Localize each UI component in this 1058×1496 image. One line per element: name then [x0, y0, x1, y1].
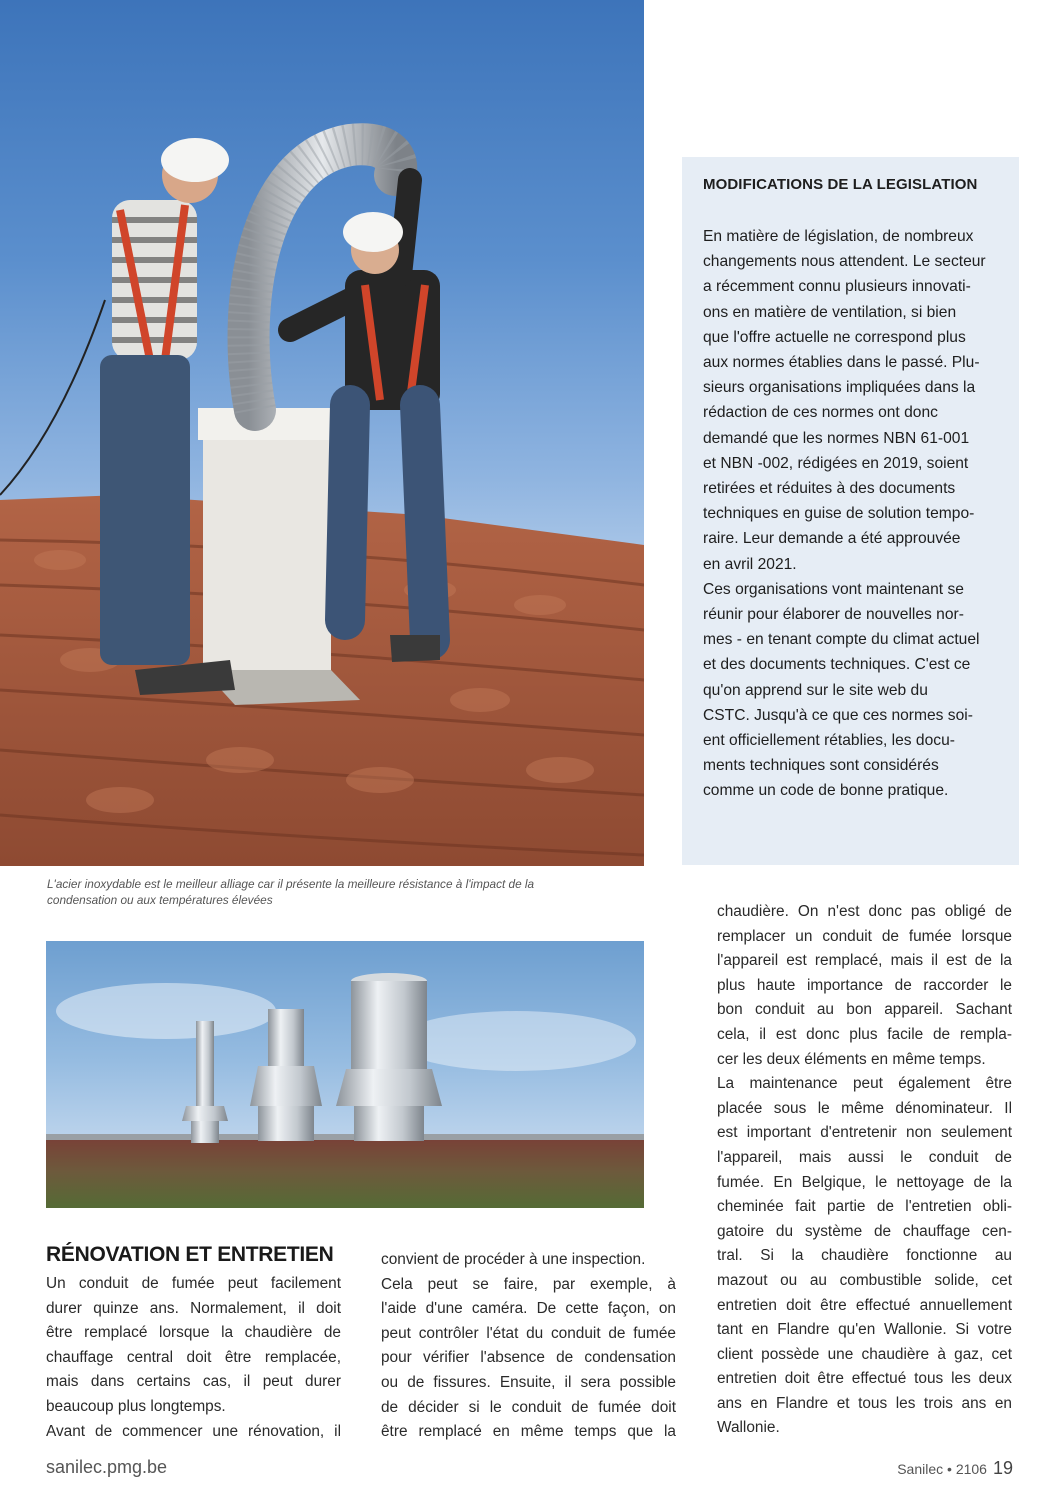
footer-website[interactable]: sanilec.pmg.be	[46, 1457, 168, 1477]
sidebar-line: changements nous attendent. Le secteur	[703, 253, 986, 271]
sidebar-line: ons en matière de ventilation, si bien	[703, 303, 957, 321]
sidebar-line: ent officiellement rétablies, les docu-	[703, 732, 955, 750]
text-line: bon conduit au bon appareil. Sachant	[717, 1001, 1012, 1019]
photo-flue-terminals	[46, 941, 644, 1208]
text-line: gatoire du système de chauffage cen-	[717, 1222, 1012, 1240]
sidebar-line: retirées et réduites à des documents	[703, 480, 956, 498]
sidebar-line: mes - en tenant compte du climat actuel	[703, 631, 980, 649]
text-line: mais dans certains cas, il peut durer	[46, 1373, 341, 1391]
text-line: chaudière. On n'est donc pas obligé de	[717, 903, 1012, 920]
hero-photo-roof-workers	[0, 0, 644, 866]
sidebar-line: a récemment connu plusieurs innovati-	[703, 278, 971, 296]
sidebar-line: comme un code de bonne pratique.	[703, 782, 949, 800]
sidebar-line: raire. Leur demande a été approuvée	[703, 530, 961, 548]
text-line: plus haute importance de raccorder le	[717, 976, 1012, 994]
sidebar-line: qu'on apprend sur le site web du	[703, 681, 928, 699]
sidebar-body	[703, 224, 1003, 804]
sidebar-line: techniques en guise de solution tempo-	[703, 505, 975, 523]
text-line: cer les deux éléments en même temps.	[717, 1050, 986, 1068]
body-column-1	[46, 1272, 341, 1444]
text-line: peut contrôler l'état du conduit de fumée	[381, 1324, 676, 1342]
text-line: beaucoup plus longtemps.	[46, 1397, 226, 1415]
text-line: La maintenance peut également être	[717, 1075, 1012, 1093]
caption-line: condensation ou aux températures élevées	[47, 893, 273, 907]
footer-issue: Sanilec • 2106	[897, 1461, 987, 1477]
text-line: être remplacé en même temps que la	[381, 1423, 676, 1441]
text-line: placée sous le même dénominateur. Il	[717, 1099, 1012, 1117]
text-line: chauffage central doit être remplacée,	[46, 1348, 341, 1366]
text-line: Wallonie.	[717, 1419, 780, 1437]
text-line: cela, il est donc plus facile de rempla-	[717, 1025, 1012, 1043]
text-line: ou de fissures. Ensuite, il sera possible	[381, 1373, 676, 1391]
caption-line: L'acier inoxydable est le meilleur alliage car il présente la meilleure résistance à l'impact de la	[47, 877, 535, 891]
text-line: l'appareil, mais aussi le conduit de	[717, 1148, 1012, 1166]
body-column-3	[717, 900, 1012, 1441]
text-line: tral. Si la chaudière fonctionne au	[717, 1247, 1012, 1265]
text-line: entretien doit être effectué tous les deux	[717, 1370, 1012, 1388]
text-line: l'appareil est remplacé, mais il est de la	[717, 952, 1012, 970]
section-title: RÉNOVATION ET ENTRETIEN	[46, 1243, 334, 1266]
sidebar-legislation	[682, 157, 1019, 865]
text-line: entretien doit être effectué annuellement	[717, 1296, 1012, 1314]
sidebar-line: réunir pour élaborer de nouvelles nor-	[703, 606, 964, 624]
sidebar-line: Ces organisations vont maintenant se	[703, 580, 964, 598]
text-line: Un conduit de fumée peut facilement	[46, 1275, 341, 1292]
page-number: 19	[992, 1458, 1013, 1478]
text-line: durer quinze ans. Normalement, il doit	[46, 1299, 341, 1317]
sidebar-line: et des documents techniques. C'est ce	[703, 656, 971, 674]
text-line: pour vérifier l'absence de condensation	[381, 1349, 676, 1367]
flue-terminals-illustration	[46, 941, 644, 1208]
text-line: est important d'entretenir non seulement	[717, 1124, 1012, 1142]
sidebar-line: En matière de législation, de nombreux	[703, 228, 974, 245]
text-line: de décider si le conduit de fumée doit	[381, 1398, 676, 1416]
sidebar-line: CSTC. Jusqu'à ce que ces normes soi-	[703, 706, 973, 724]
text-line: l'aide d'une caméra. De cette façon, on	[381, 1300, 676, 1318]
photo-caption	[47, 876, 607, 908]
text-line: Cela peut se faire, par exemple, à	[381, 1275, 676, 1293]
text-line: convient de procéder à une inspection.	[381, 1251, 646, 1268]
sidebar-title: MODIFICATIONS DE LA LEGISLATION	[703, 176, 978, 193]
sidebar-line: aux normes établies dans le passé. Plu-	[703, 354, 980, 372]
roof-illustration	[0, 0, 644, 866]
text-line: être remplacé lorsque la chaudière de	[46, 1324, 341, 1342]
text-line: remplacer un conduit de fumée lorsque	[717, 927, 1012, 945]
text-line: tant en Flandre qu'en Wallonie. Si votre	[717, 1321, 1012, 1339]
text-line: cheminée fait partie de l'entretien obli-	[717, 1198, 1012, 1216]
text-line: Avant de commencer une rénovation, il	[46, 1422, 341, 1440]
sidebar-line: et NBN -002, rédigées en 2019, soient	[703, 454, 969, 472]
sidebar-line: rédaction de ces normes ont donc	[703, 404, 938, 422]
sidebar-line: demandé que les normes NBN 61-001	[703, 429, 970, 447]
sidebar-line: en avril 2021.	[703, 555, 797, 573]
text-line: ans en Flandre et tous les trois ans en	[717, 1394, 1012, 1412]
text-line: fumée. En Belgique, le nettoyage de la	[717, 1173, 1012, 1191]
text-line: client possède une chaudière à gaz, cet	[717, 1345, 1012, 1363]
footer-issue-info	[897, 1458, 1013, 1479]
sidebar-line: sieurs organisations impliquées dans la	[703, 379, 976, 397]
text-line: mazout ou au combustible solide, cet	[717, 1271, 1012, 1289]
body-column-2	[381, 1248, 676, 1445]
sidebar-line: ments techniques sont considérés	[703, 757, 939, 775]
sidebar-line: que l'offre actuelle ne correspond plus	[703, 328, 966, 346]
